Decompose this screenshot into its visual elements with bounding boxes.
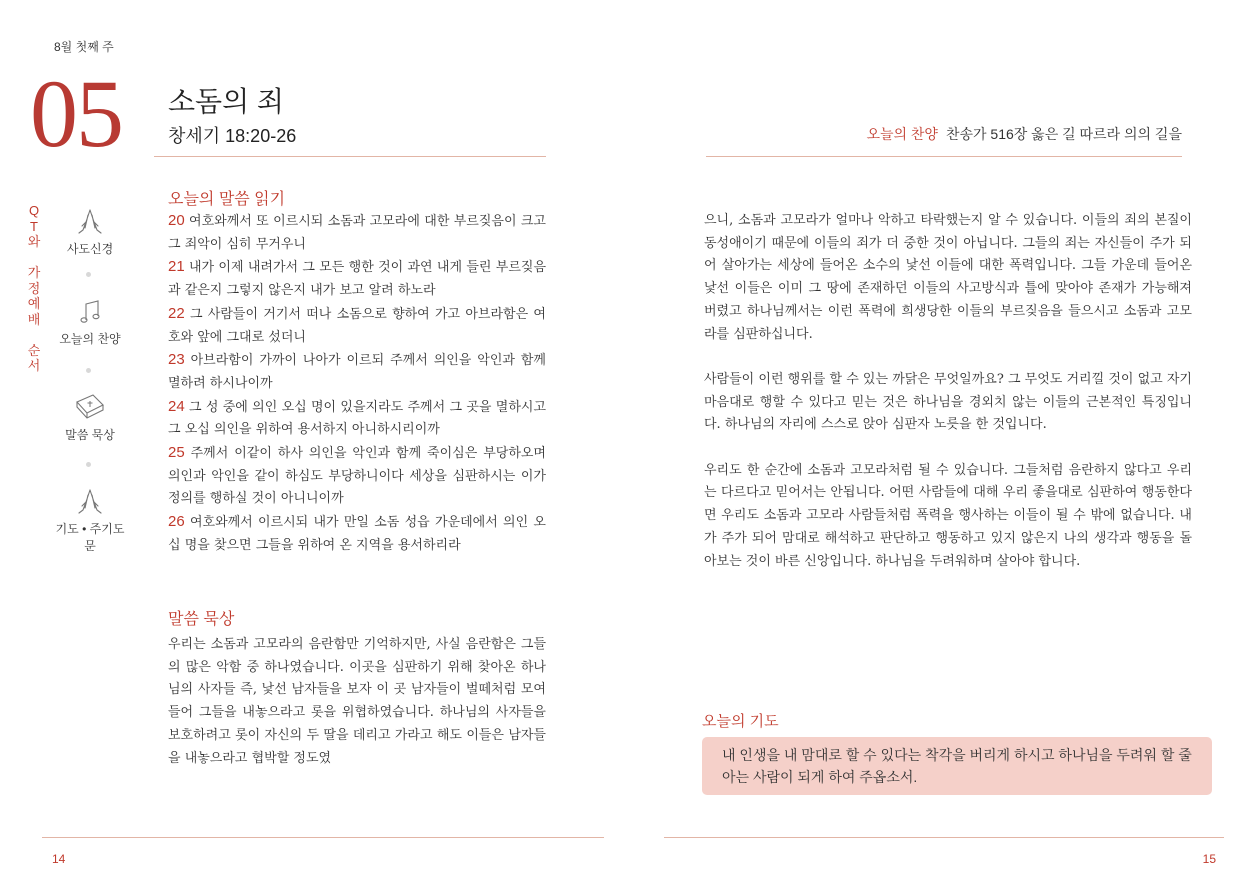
verse-text: 아브라함이 가까이 나아가 이르되 주께서 의인을 악인과 함께 멸하려 하시나이까 <box>168 353 546 391</box>
verse-text: 여호와께서 이르시되 내가 만일 소돔 성읍 가운데에서 의인 오십 명을 찾으면 그들을 위하여 온 지역을 용서하리라 <box>168 515 546 553</box>
meditation-continuation <box>704 210 1192 596</box>
verse <box>168 442 546 511</box>
vlabel-char: 서 <box>27 358 41 373</box>
paragraph: 우리도 한 순간에 소돔과 고모라처럼 될 수 있습니다. 그들처럼 음란하지 않다고 우리는 다르다고 믿어서는 안됩니다. 어떤 사람들에 대해 우리 좋을대로 심판하여 행동한다면 우리도 소돔과 고모라 사람들처럼 폭력을 행사하는 이들이 될 수 밖에 없습니다. 내가 주가 되어 맘대로 해석하고 판단하고 행동하고 있지 않은지 나의 생각과 행동을 돌아보는 것이 바른 신앙입니다. 하나님을 두려워하며 살아야 합니다. <box>704 462 1192 569</box>
verse <box>168 210 546 256</box>
verse-number: 25 <box>168 444 185 462</box>
vlabel-char: Q <box>28 203 40 218</box>
verse <box>168 303 546 349</box>
page-number-left: 14 <box>52 852 66 866</box>
page-number-right: 15 <box>1202 852 1216 866</box>
paragraph: 사람들이 이런 행위를 할 수 있는 까닭은 무엇일까요? 그 무엇도 거리낄 것이 없고 자기 마음대로 행할 수 있다고 믿는 것은 하나님을 경외치 않는 이들의 근본적인 특징입니다. 하나님의 자리에 스스로 앉아 심판자 노릇을 한 것입니다. <box>704 371 1192 433</box>
sidebar-dot <box>86 462 91 467</box>
meditation-heading: 말씀 묵상 <box>168 611 235 628</box>
vlabel-char: 예 <box>27 296 41 311</box>
verse-text: 그 성 중에 의인 오십 명이 있을지라도 주께서 그 곳을 멸하시고 그 오십 의인을 위하여 용서하지 아니하시리이까 <box>168 399 546 438</box>
qt-worship-order-label <box>26 203 42 374</box>
paragraph: 으니, 소돔과 고모라가 얼마나 악하고 타락했는지 알 수 있습니다. 이들의 죄의 본질이 동성애이기 때문에 이들의 죄가 더 중한 것이 아닙니다. 그들의 죄는 자신들이 주가 되어 살아가는 세상에 들어온 소수의 낯선 이들에 대한 폭력입니다. 그들 가운데 들어온 낯선 이들은 이미 그 땅에 존재하던 이들의 사고방식과 틀에 맞아야 존재가 가능해져 버렸고 하나님께서는 이런 폭력에 희생당한 이들의 부르짖음을 들으시고 소돔과 고모라를 심판하십니다. <box>704 213 1192 342</box>
verse-number: 20 <box>168 212 185 229</box>
verse <box>168 349 546 395</box>
hymn-text: 찬송가 516장 옳은 길 따르라 의의 길을 <box>945 126 1182 142</box>
verse-number: 24 <box>168 397 185 415</box>
hymn-line <box>866 124 1182 144</box>
hymn-label: 오늘의 찬양 <box>866 126 938 142</box>
sidebar-dot <box>86 272 91 277</box>
sidebar-item-creed <box>52 206 128 257</box>
vlabel-char: 순 <box>27 342 41 358</box>
sidebar-item-hymn <box>52 298 128 347</box>
verse-text: 내가 이제 내려가서 그 모든 행한 것이 과연 내게 들린 부르짖음과 같은지 그렇지 않은지 내가 보고 알려 하노라 <box>168 260 546 299</box>
vlabel-char: 배 <box>27 311 41 327</box>
vlabel-char: 정 <box>27 280 41 296</box>
sidebar-item-label: 말씀 묵상 <box>65 428 115 442</box>
prayer-text: 내 인생을 내 맘대로 할 수 있다는 착각을 버리게 하시고 하나님을 두려워 할 줄 아는 사람이 되게 하여 주옵소서. <box>722 747 1192 785</box>
sidebar-item-label: 기도 • 주기도문 <box>55 522 125 553</box>
music-note-icon <box>73 298 107 326</box>
page-title: 소돔의 죄 <box>168 86 284 117</box>
meditation-text: 우리는 소돔과 고모라의 음란함만 기억하지만, 사실 음란함은 그들의 많은 악함 중 하나였습니다. 이곳을 심판하기 위해 찾아온 하나님의 사자들 즉, 낯선 남자들을 보자 이 곳 남자들이 벌떼처럼 모여들어 그들을 내놓으라고 롯을 위협하였습니다. 하나님의 사자들을 보호하려고 롯이 자신의 두 딸을 데리고 가라고 해도 이들은 남자들을 내놓으라고 협박할 정도였 <box>168 637 546 766</box>
header-divider-left <box>154 156 546 157</box>
sidebar-item-label: 사도신경 <box>66 242 114 256</box>
footer-rule-right <box>664 837 1224 838</box>
sidebar-item-label: 오늘의 찬양 <box>59 332 121 346</box>
reading-heading: 오늘의 말씀 읽기 <box>168 191 286 208</box>
vlabel-spacer <box>26 327 42 343</box>
prayer-heading: 오늘의 기도 <box>702 713 779 730</box>
praying-hands-icon <box>73 206 107 236</box>
verse <box>168 511 546 557</box>
verse-text: 여호와께서 또 이르시되 소돔과 고모라에 대한 부르짖음이 크고 그 죄악이 심히 무거우니 <box>168 214 546 252</box>
praying-hands-icon <box>73 486 107 516</box>
verse <box>168 256 546 302</box>
footer-rule-left <box>42 837 604 838</box>
vlabel-char: 와 <box>27 234 41 249</box>
week-label: 8월 첫째 주 <box>54 40 114 54</box>
bible-icon <box>73 392 107 422</box>
header-divider-right <box>706 156 1182 157</box>
sidebar-item-meditation <box>52 392 128 443</box>
verse-number: 22 <box>168 304 185 322</box>
sidebar-dot <box>86 368 91 373</box>
verse-number: 21 <box>168 258 185 276</box>
verse-number: 26 <box>168 513 185 531</box>
verse-text: 주께서 이같이 하사 의인을 악인과 함께 죽이심은 부당하오며 의인과 악인을 같이 하심도 부당하니이다 세상을 심판하시는 이가 정의를 행하실 것이 아니니이까 <box>168 446 546 507</box>
sidebar-item-prayer <box>52 486 128 554</box>
verse <box>168 396 546 442</box>
vlabel-char: T <box>30 218 38 234</box>
vlabel-spacer <box>26 250 42 266</box>
scripture-reference: 창세기 18:20-26 <box>168 126 297 146</box>
vlabel-char: 가 <box>27 265 41 280</box>
day-number: 05 <box>30 60 122 167</box>
verse-number: 23 <box>168 351 185 369</box>
verse-text: 그 사람들이 거기서 떠나 소돔으로 향하여 가고 아브라함은 여호와 앞에 그대로 섰더니 <box>168 306 546 345</box>
verse-list <box>168 210 546 558</box>
